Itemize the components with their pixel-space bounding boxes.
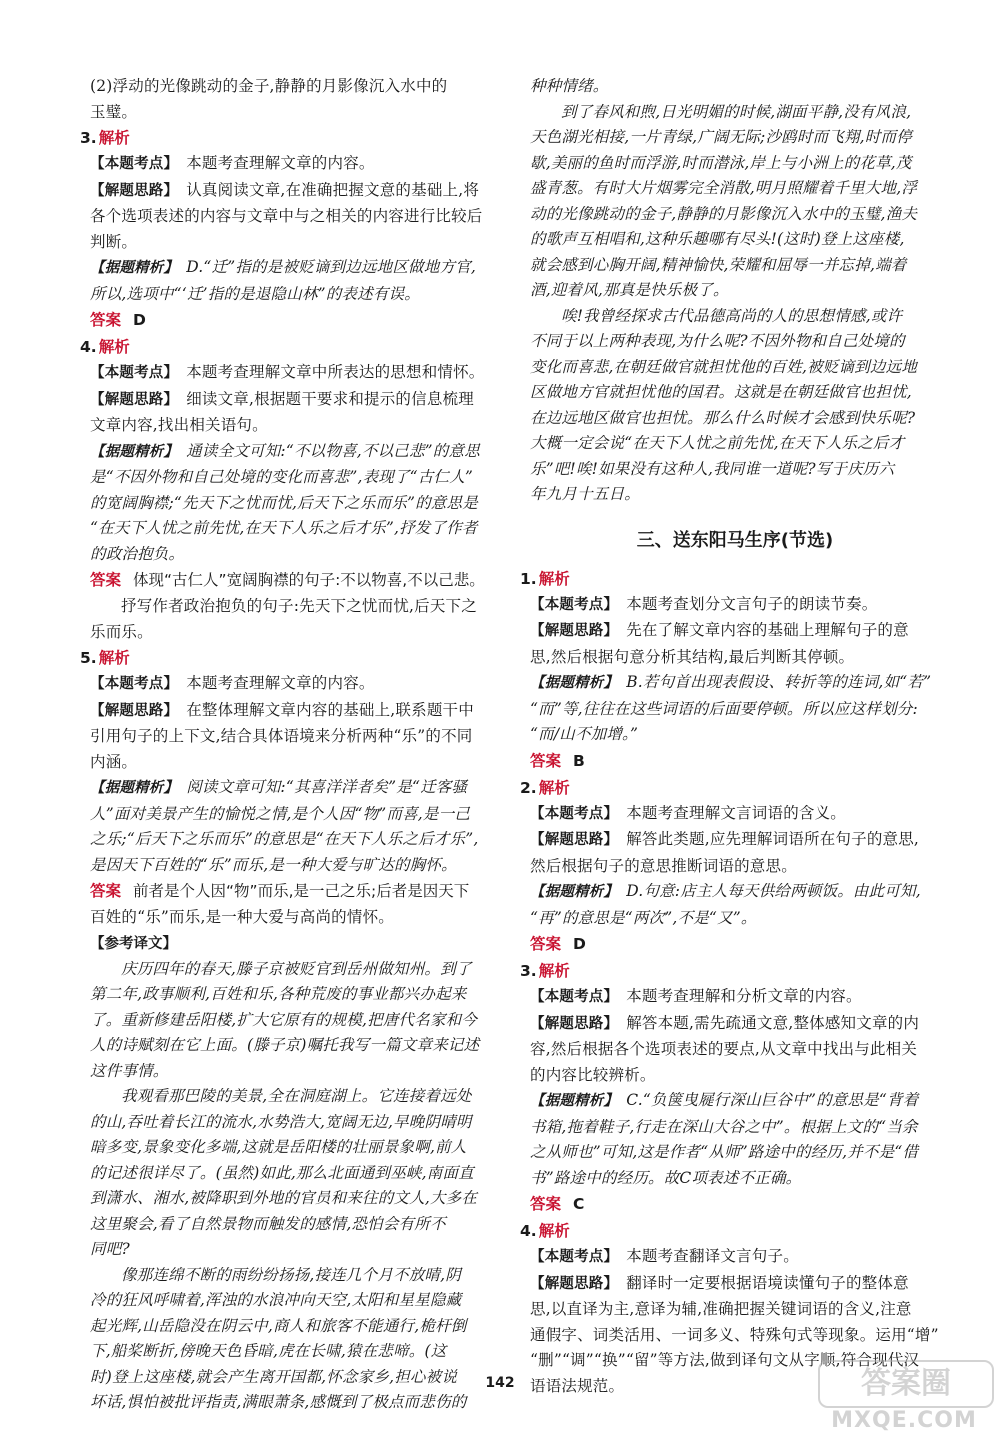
answer-label: 答案	[530, 751, 562, 770]
analysis-tag: 【解题思路】	[90, 702, 179, 719]
text-line: 动的光像跳动的金子,静静的月影像沉入水中的玉璧,渔夫	[530, 204, 918, 223]
question-number: 4.	[80, 338, 97, 356]
analysis-label: 解析	[538, 569, 570, 588]
analysis-text: D.句意:店主人每天供给两顿饭。由此可知,	[626, 882, 921, 900]
analysis-text: 细读文章,根据题干要求和提示的信息梳理	[186, 389, 474, 408]
analysis-line	[530, 984, 940, 1011]
analysis-line	[90, 439, 486, 466]
text-line: 庆历四年的春天,滕子京被贬官到岳州做知州。到了	[121, 959, 472, 978]
text-line: 的内容比较辨析。	[530, 1065, 656, 1084]
page-number: 142	[485, 1375, 515, 1391]
analysis-text: B.若句首出现表假设、转折等的连词,如“若”	[626, 673, 932, 691]
analysis-tag: 【据题精析】	[530, 1093, 619, 1109]
text-line: 的宽阔胸襟;“先天下之忧而忧,后天下之乐而乐”的意思是	[90, 493, 478, 512]
text-line: 的政治抱负。	[90, 544, 185, 563]
text-line: 下,船桨断折,傍晚天色昏暗,虎在长啸,猿在悲啼。(这	[90, 1342, 447, 1360]
analysis-text: 翻译时一定要根据语境读懂句子的整体意	[626, 1273, 909, 1292]
text-line: 了。重新修建岳阳楼,扩大它原有的规模,把唐代名家和今	[90, 1010, 478, 1029]
analysis-line	[530, 592, 940, 619]
text-line: 判断。	[90, 232, 138, 251]
analysis-text: 本题考查理解文章的内容。	[186, 154, 375, 172]
reference-translation-heading: 【参考译文】	[90, 935, 177, 952]
text-line: 所以,选项中“‘迁’指的是退隐山林”的表述有误。	[90, 284, 420, 303]
answer-value: C	[573, 1195, 585, 1213]
text-line: 年九月十五日。	[530, 485, 640, 503]
text-line: 暗多变,景象变化多端,这就是岳阳楼的壮丽景象啊,前人	[90, 1138, 467, 1156]
text-line: 歇,美丽的鱼时而浮游,时而潜泳,岸上与小洲上的花草,茂	[530, 153, 912, 172]
analysis-label: 解析	[538, 1222, 570, 1240]
analysis-tag: 【据题精析】	[90, 780, 179, 796]
analysis-line	[90, 671, 486, 698]
text-line: “再”的意思是“两次”,不是“又”。	[530, 908, 757, 927]
text-line: 然后根据句子的意思推断词语的意思。	[530, 856, 797, 875]
text-line: 人的诗赋刻在它上面。(滕子京)嘱托我写一篇文章来记述	[90, 1036, 480, 1054]
analysis-label: 解析	[538, 778, 570, 797]
text-line: 天色湖光相接,一片青绿,广阔无际;沙鸥时而飞翔,时而停	[530, 128, 912, 146]
text-line: 这里聚会,看了自然景物而触发的感情,恐怕会有所不	[90, 1214, 446, 1233]
analysis-tag: 【本题考点】	[90, 676, 179, 692]
section-title: 三、送东阳马生序(节选)	[636, 529, 834, 551]
watermark-bottom: MXQE.COM	[831, 1408, 977, 1433]
text-line: 思,以直译为主,意译为辅,准确把握关键词语的含义,注意	[530, 1300, 912, 1318]
text-line: 在边远地区做官也担忧。那么什么时候才会感到快乐呢?	[530, 408, 916, 427]
watermark-logo	[818, 1360, 990, 1438]
text-line: 书箱,拖着鞋子,行走在深山大谷之中”。根据上文的“当余	[530, 1117, 918, 1136]
text-line: 冷的狂风呼啸着,浑浊的水浪冲向天空,太阳和星星隐藏	[90, 1291, 462, 1309]
analysis-line	[530, 1271, 940, 1298]
question-header	[80, 645, 486, 671]
text-line: 语语法规范。	[530, 1376, 625, 1395]
text-line: 的记述很详尽了。(虽然)如此,那么北面通到巫峡,南面直	[90, 1163, 474, 1182]
analysis-tag: 【据题精析】	[90, 443, 179, 460]
text-line: 到潇水、湘水,被降职到外地的官员和来往的文人,大多在	[90, 1189, 478, 1207]
text-line: 人”面对美景产生的愉悦之情,是个人因“物”而喜,是一己	[90, 804, 471, 823]
analysis-tag: 【解题思路】	[530, 832, 619, 848]
analysis-line	[530, 1244, 940, 1271]
question-number: 3.	[520, 962, 537, 980]
analysis-text: 解答本题,需先疏通文意,整体感知文章的内	[626, 1013, 920, 1032]
answer-line	[530, 1191, 940, 1218]
right-column	[520, 74, 940, 1399]
analysis-line	[530, 1088, 940, 1115]
answer-label: 答案	[90, 571, 122, 589]
left-column	[80, 74, 486, 1416]
analysis-text: 本题考查理解文言词语的含义。	[626, 803, 847, 822]
analysis-tag: 【本题考点】	[530, 596, 619, 613]
analysis-text: 解答此类题,应先理解词语所在句子的意思,	[626, 830, 920, 848]
text-line: 酒,迎着风,那真是快乐极了。	[530, 281, 729, 299]
text-line: 坏话,惧怕被批评指责,满眼萧条,感慨到了极点而悲伤的	[90, 1393, 467, 1411]
text-line: 的山,吞吐着长江的流水,水势浩大,宽阔无边,早晚阴晴明	[90, 1112, 472, 1131]
analysis-label: 解析	[98, 129, 130, 147]
text-line: 各个选项表述的内容与文章中与之相关的内容进行比较后	[90, 207, 483, 225]
analysis-text: 通读全文可知:“不以物喜,不以己悲”的意思	[186, 441, 480, 460]
analysis-text: 先在了解文章内容的基础上理解句子的意	[626, 621, 909, 639]
text-line: 百姓的“乐”而乐,是一种大爱与高尚的情怀。	[90, 908, 394, 926]
text-line: 文章内容,找出相关语句。	[90, 416, 268, 434]
analysis-tag: 【本题考点】	[530, 1249, 619, 1265]
text-line: 内涵。	[90, 752, 138, 771]
text-line: 时)登上这座楼,就会产生离开国都,怀念家乡,担心被说	[90, 1367, 458, 1386]
text-line: “在天下人忧之前先忧,在天下人乐之后才乐”,抒发了作者	[90, 519, 478, 537]
text-line: 同吧?	[90, 1240, 130, 1258]
analysis-line	[530, 879, 940, 906]
text-line: 大概一定会说“在天下人忧之前先忧,在天下人乐之后才	[530, 434, 905, 452]
text-line: 是“不因外物和自己处境的变化而喜悲”,表现了“古仁人”	[90, 468, 474, 486]
text-line: 的歌声互相唱和,这种乐趣哪有尽头!(这时)登上这座楼,	[530, 230, 905, 248]
text-line: 像那连绵不断的雨纷纷扬扬,接连几个月不放晴,阴	[121, 1265, 461, 1284]
analysis-tag: 【解题思路】	[90, 391, 179, 408]
question-header	[520, 566, 940, 592]
question-header	[520, 775, 940, 801]
analysis-text: 本题考查翻译文言句子。	[626, 1247, 799, 1265]
analysis-label: 解析	[98, 338, 130, 356]
text-line: “而”等,往往在这些词语的后面要停顿。所以应这样划分:	[530, 699, 918, 718]
text-line: 唉!我曾经探求古代品德高尚的人的思想情感,或许	[561, 306, 903, 325]
answer-line	[530, 748, 940, 775]
text-line: 不同于以上两种表现,为什么呢?不因外物和自己处境的	[530, 332, 905, 350]
analysis-text: D.“迁”指的是被贬谪到边远地区做地方官,	[186, 258, 476, 276]
answer-label: 答案	[90, 311, 122, 329]
text-line: 种种情绪。	[530, 77, 609, 95]
answer-label: 答案	[530, 1195, 562, 1213]
text-line: 是因天下百姓的“乐”而乐,是一种大爱与旷达的胸怀。	[90, 855, 457, 874]
text-line: (2)浮动的光像跳动的金子,静静的月影像沉入水中的	[90, 77, 448, 95]
text-line: 变化而喜悲,在朝廷做官就担忧他的百姓,被贬谪到边远地	[530, 357, 918, 376]
text-line: 思,然后根据句意分析其结构,最后判断其停顿。	[530, 647, 855, 666]
analysis-text: 本题考查理解和分析文章的内容。	[626, 987, 862, 1005]
analysis-line	[90, 151, 486, 178]
question-number: 5.	[80, 649, 97, 667]
text-line: 乐而乐。	[90, 622, 153, 641]
watermark-top: 答案圈	[818, 1360, 994, 1408]
question-header	[520, 958, 940, 984]
analysis-tag: 【解题思路】	[530, 1015, 619, 1032]
analysis-line	[530, 618, 940, 645]
analysis-line	[530, 670, 940, 697]
question-number: 3.	[80, 129, 97, 147]
text-line: 起光辉,山岳隐没在阴云中,商人和旅客不能通行,桅杆倒	[90, 1316, 467, 1335]
text-line: 我观看那巴陵的美景,全在洞庭湖上。它连接着远处	[121, 1087, 472, 1105]
text-line: 乐”吧!唉!如果没有这种人,我同谁一道呢?写于庆历六	[530, 459, 895, 478]
text-line: 之从师也”可知,这是作者“从师”路途中的经历,并不是“借	[530, 1143, 919, 1161]
analysis-line	[90, 360, 486, 387]
analysis-label: 解析	[538, 962, 570, 980]
analysis-line	[530, 801, 940, 828]
text-line: “而/山不加增。”	[530, 725, 639, 743]
text-line: 到了春风和煦,日光明媚的时候,湖面平静,没有风浪,	[561, 102, 912, 121]
analysis-text: C.“负箧曳屣行深山巨谷中”的意思是“背着	[626, 1091, 919, 1109]
text-line: “删”“调”“换”“留”等方法,做到译句文从字顺,符合现代汉	[530, 1351, 920, 1369]
analysis-tag: 【本题考点】	[530, 989, 619, 1005]
question-number: 1.	[520, 569, 537, 588]
text-line: 这件事情。	[90, 1061, 169, 1080]
answer-line	[530, 931, 940, 958]
question-header	[80, 334, 486, 360]
text-line: 通假字、词类活用、一词多义、特殊句式等现象。运用“增”	[530, 1325, 939, 1344]
text-line: 书”路途中的经历。故C项表述不正确。	[530, 1168, 802, 1187]
analysis-tag: 【据题精析】	[530, 675, 619, 691]
text-line: 区做地方官就担忧他的国君。这就是在朝廷做官也担忧,	[530, 383, 912, 401]
text-line: 玉璧。	[90, 102, 138, 121]
analysis-tag: 【本题考点】	[90, 365, 179, 381]
analysis-text: 本题考查理解文章的内容。	[186, 674, 375, 692]
answer-line	[90, 878, 486, 905]
text-line: 盛青葱。有时大片烟雾完全消散,明月照耀着千里大地,浮	[530, 179, 918, 197]
text-line: 第二年,政事顺利,百姓和乐,各种荒废的事业都兴办起来	[90, 985, 467, 1003]
text-line: 抒写作者政治抱负的句子:先天下之忧而忧,后天下之	[121, 597, 477, 615]
analysis-tag: 【解题思路】	[90, 182, 179, 199]
analysis-line	[90, 387, 486, 414]
question-number: 2.	[520, 778, 537, 797]
analysis-line	[90, 178, 486, 205]
analysis-tag: 【据题精析】	[530, 884, 619, 900]
answer-label: 答案	[530, 935, 562, 953]
analysis-text: 本题考查划分文言句子的朗读节奏。	[626, 594, 878, 613]
answer-value: 前者是个人因“物”而乐,是一己之乐;后者是因天下	[133, 882, 470, 900]
answer-value: D	[133, 311, 146, 329]
analysis-line	[90, 255, 486, 282]
answer-label: 答案	[90, 882, 122, 900]
question-header	[80, 125, 486, 151]
answer-value: 体现“古仁人”宽阔胸襟的句子:不以物喜,不以己悲。	[133, 571, 485, 589]
answer-value: D	[573, 935, 586, 953]
text-line: 之乐;“后天下之乐而乐”的意思是“在天下人乐之后才乐”,	[90, 830, 479, 848]
question-header	[520, 1218, 940, 1244]
text-line: 就会感到心胸开阔,精神愉快,荣耀和屈辱一并忘掉,端着	[530, 255, 907, 274]
question-number: 4.	[520, 1222, 537, 1240]
text-line: 引用句子的上下文,结合具体语境来分析两种“乐”的不同	[90, 727, 473, 745]
analysis-line	[530, 1011, 940, 1038]
text-line: 容,然后根据各个选项表述的要点,从文章中找出与此相关	[530, 1040, 918, 1058]
analysis-tag: 【解题思路】	[530, 1275, 619, 1292]
analysis-tag: 【本题考点】	[90, 156, 179, 172]
analysis-text: 在整体理解文章内容的基础上,联系题干中	[186, 700, 474, 719]
analysis-tag: 【据题精析】	[90, 260, 179, 276]
analysis-label: 解析	[98, 649, 130, 667]
analysis-tag: 【本题考点】	[530, 805, 619, 822]
answer-value: B	[573, 751, 585, 770]
analysis-text: 本题考查理解文章中所表达的思想和情怀。	[186, 363, 485, 381]
answer-line	[90, 307, 486, 334]
analysis-text: 阅读文章可知:“其喜洋洋者矣”是“迁客骚	[186, 778, 468, 796]
analysis-line	[90, 698, 486, 725]
analysis-line	[530, 827, 940, 854]
analysis-tag: 【解题思路】	[530, 623, 619, 639]
answer-line	[90, 567, 486, 594]
analysis-line	[90, 775, 486, 802]
analysis-text: 认真阅读文章,在准确把握文意的基础上,将	[186, 180, 480, 199]
